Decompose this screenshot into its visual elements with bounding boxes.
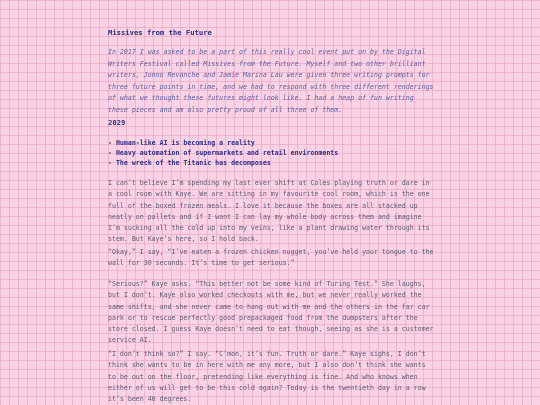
- prompt-list: [108, 138, 338, 169]
- article-intro: In 2017 I was asked to be a part of this really cool event put on by the Digital Writers Festival called Missives from the Future. Myself and two other brilliant writers, Jonno Revanche and Jamie Marina Lau were given three writing prompts for three future points in time, and we had to respond with three different renderings of what we thought these futures might look like. I had a heap of fun writing these pieces and am also pretty proud of all three of them.: [108, 48, 434, 114]
- prompt-item: - The wreck of the Titanic has decomposes: [108, 159, 271, 168]
- article-title: Missives from the Future: [108, 28, 212, 37]
- story-paragraph: “Okay,” I say, “I’ve eaten a frozen chicken nugget, you’ve held your tongue to the wall for 30 seconds. It’s time to get serious.”: [108, 248, 434, 268]
- story-paragraph: “Serious?” Kaye asks. “This better not be some kind of Turing Test.” She laughs, but I don’t. Kaye also worked checkouts with me, but we never really worked the same shifts, and she never came to hang out with me and the others in the far car park or to rescue perfectly good prepackaged food from the dumpsters after the store closed. I guess Kaye doesn’t need to eat though, seeing as she is a customer service AI.: [108, 280, 434, 345]
- prompt-item: - Heavy automation of supermarkets and retail environments: [108, 149, 339, 158]
- section-year-heading: 2029: [108, 118, 126, 127]
- story-paragraph: I can’t believe I’m spending my last ever shift at Coles playing truth or dare in a cool room with Kaye. We are sitting in my favourite cool room, which is the one full of the boxed frozen meals. I love it because the boxes are all stacked up neatly on pallets and if I want I can lay my whole body across them and imagine I’m sucking all the cold up into my veins, like a plant drawing water through its stem. But Kaye’s here, so I hold back.: [108, 179, 430, 244]
- story-paragraph: “I don’t think so?” I say. “C’mon, it’s fun. Truth or dare.” Kaye sighs, I don’t think she wants to be in here with me any more, but I also don’t think she wants to be out on the floor, pretending like everything is fine. And who knows when either of us will get to be this cold again? Today is the twentieth day in a row it’s been 40 degrees.: [108, 350, 426, 404]
- prompt-item: - Human-like AI is becoming a reality: [108, 139, 255, 147]
